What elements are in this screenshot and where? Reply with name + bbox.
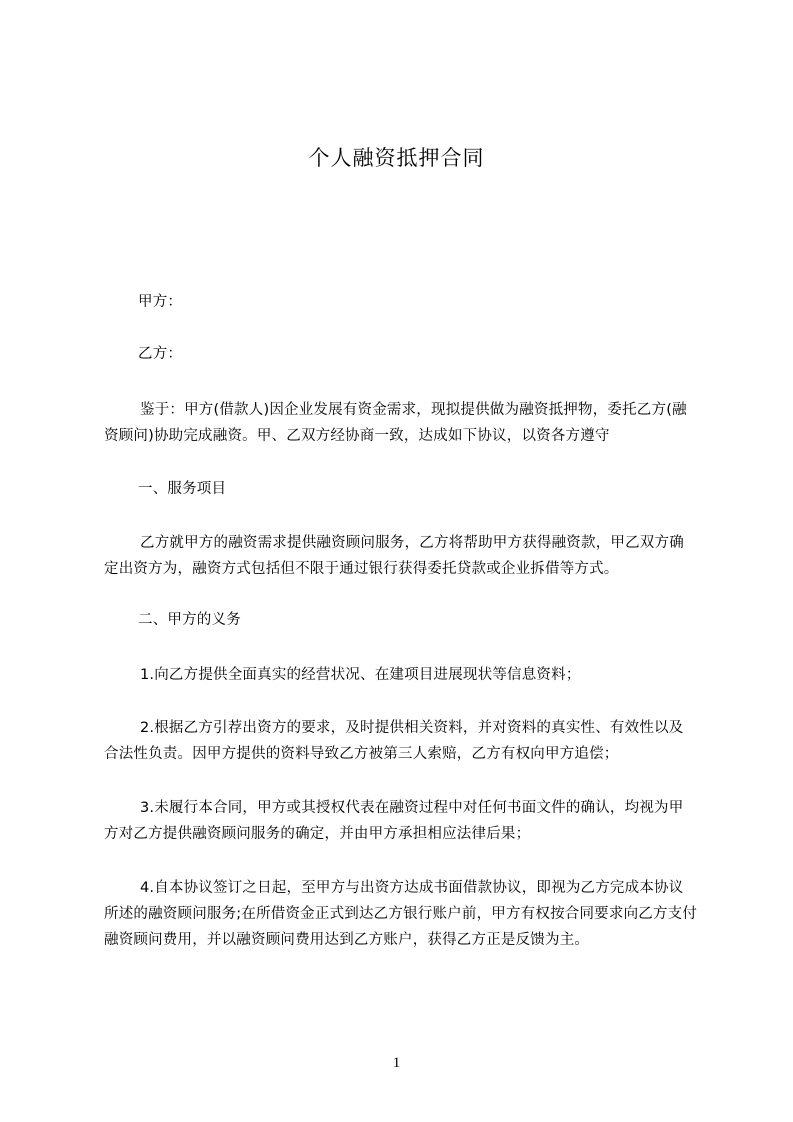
section1-heading: 一、服务项目 [138, 481, 227, 497]
party-a-label: 甲方： [138, 294, 183, 310]
obligation-item-4: 4.自本协议签订之日起，至甲方与出资方达成书面借款协议，即视为乙方完成本协议所述的融资顾问服务;在所借资金正式到达乙方银行账户前，甲方有权按合同要求向乙方支付融资顾问费用，并以融资顾问费用达到乙方账户，获得乙方正是反馈为主。 [104, 880, 698, 948]
obligation-item-1: 1.向乙方提供全面真实的经营状况、在建项目进展现状等信息资料； [140, 667, 581, 683]
section1-body: 乙方就甲方的融资需求提供融资顾问服务，乙方将帮助甲方获得融资款，甲乙双方确定出资方为，融资方式包括但不限于通过银行获得委托贷款或企业拆借等方式。 [104, 535, 684, 577]
party-b-label: 乙方： [138, 346, 183, 362]
section2-heading: 二、甲方的义务 [138, 612, 241, 628]
obligation-item-3: 3.未履行本合同，甲方或其授权代表在融资过程中对任何书面文件的确认，均视为甲方对乙方提供融资顾问服务的确定，并由甲方承担相应法律后果； [104, 800, 684, 842]
document-title: 个人融资抵押合同 [308, 146, 485, 170]
preamble-paragraph: 鉴于：甲方(借款人)因企业发展有资金需求，现拟提供做为融资抵押物，委托乙方(融资顾问)协助完成融资。甲、乙双方经协商一致，达成如下协议，以资各方遵守 [104, 402, 687, 444]
obligation-item-2: 2.根据乙方引荐出资方的要求，及时提供相关资料，并对资料的真实性、有效性以及合法性负责。因甲方提供的资料导致乙方被第三人索赔，乙方有权向甲方追偿； [104, 720, 684, 762]
page-number: 1 [392, 1055, 401, 1071]
